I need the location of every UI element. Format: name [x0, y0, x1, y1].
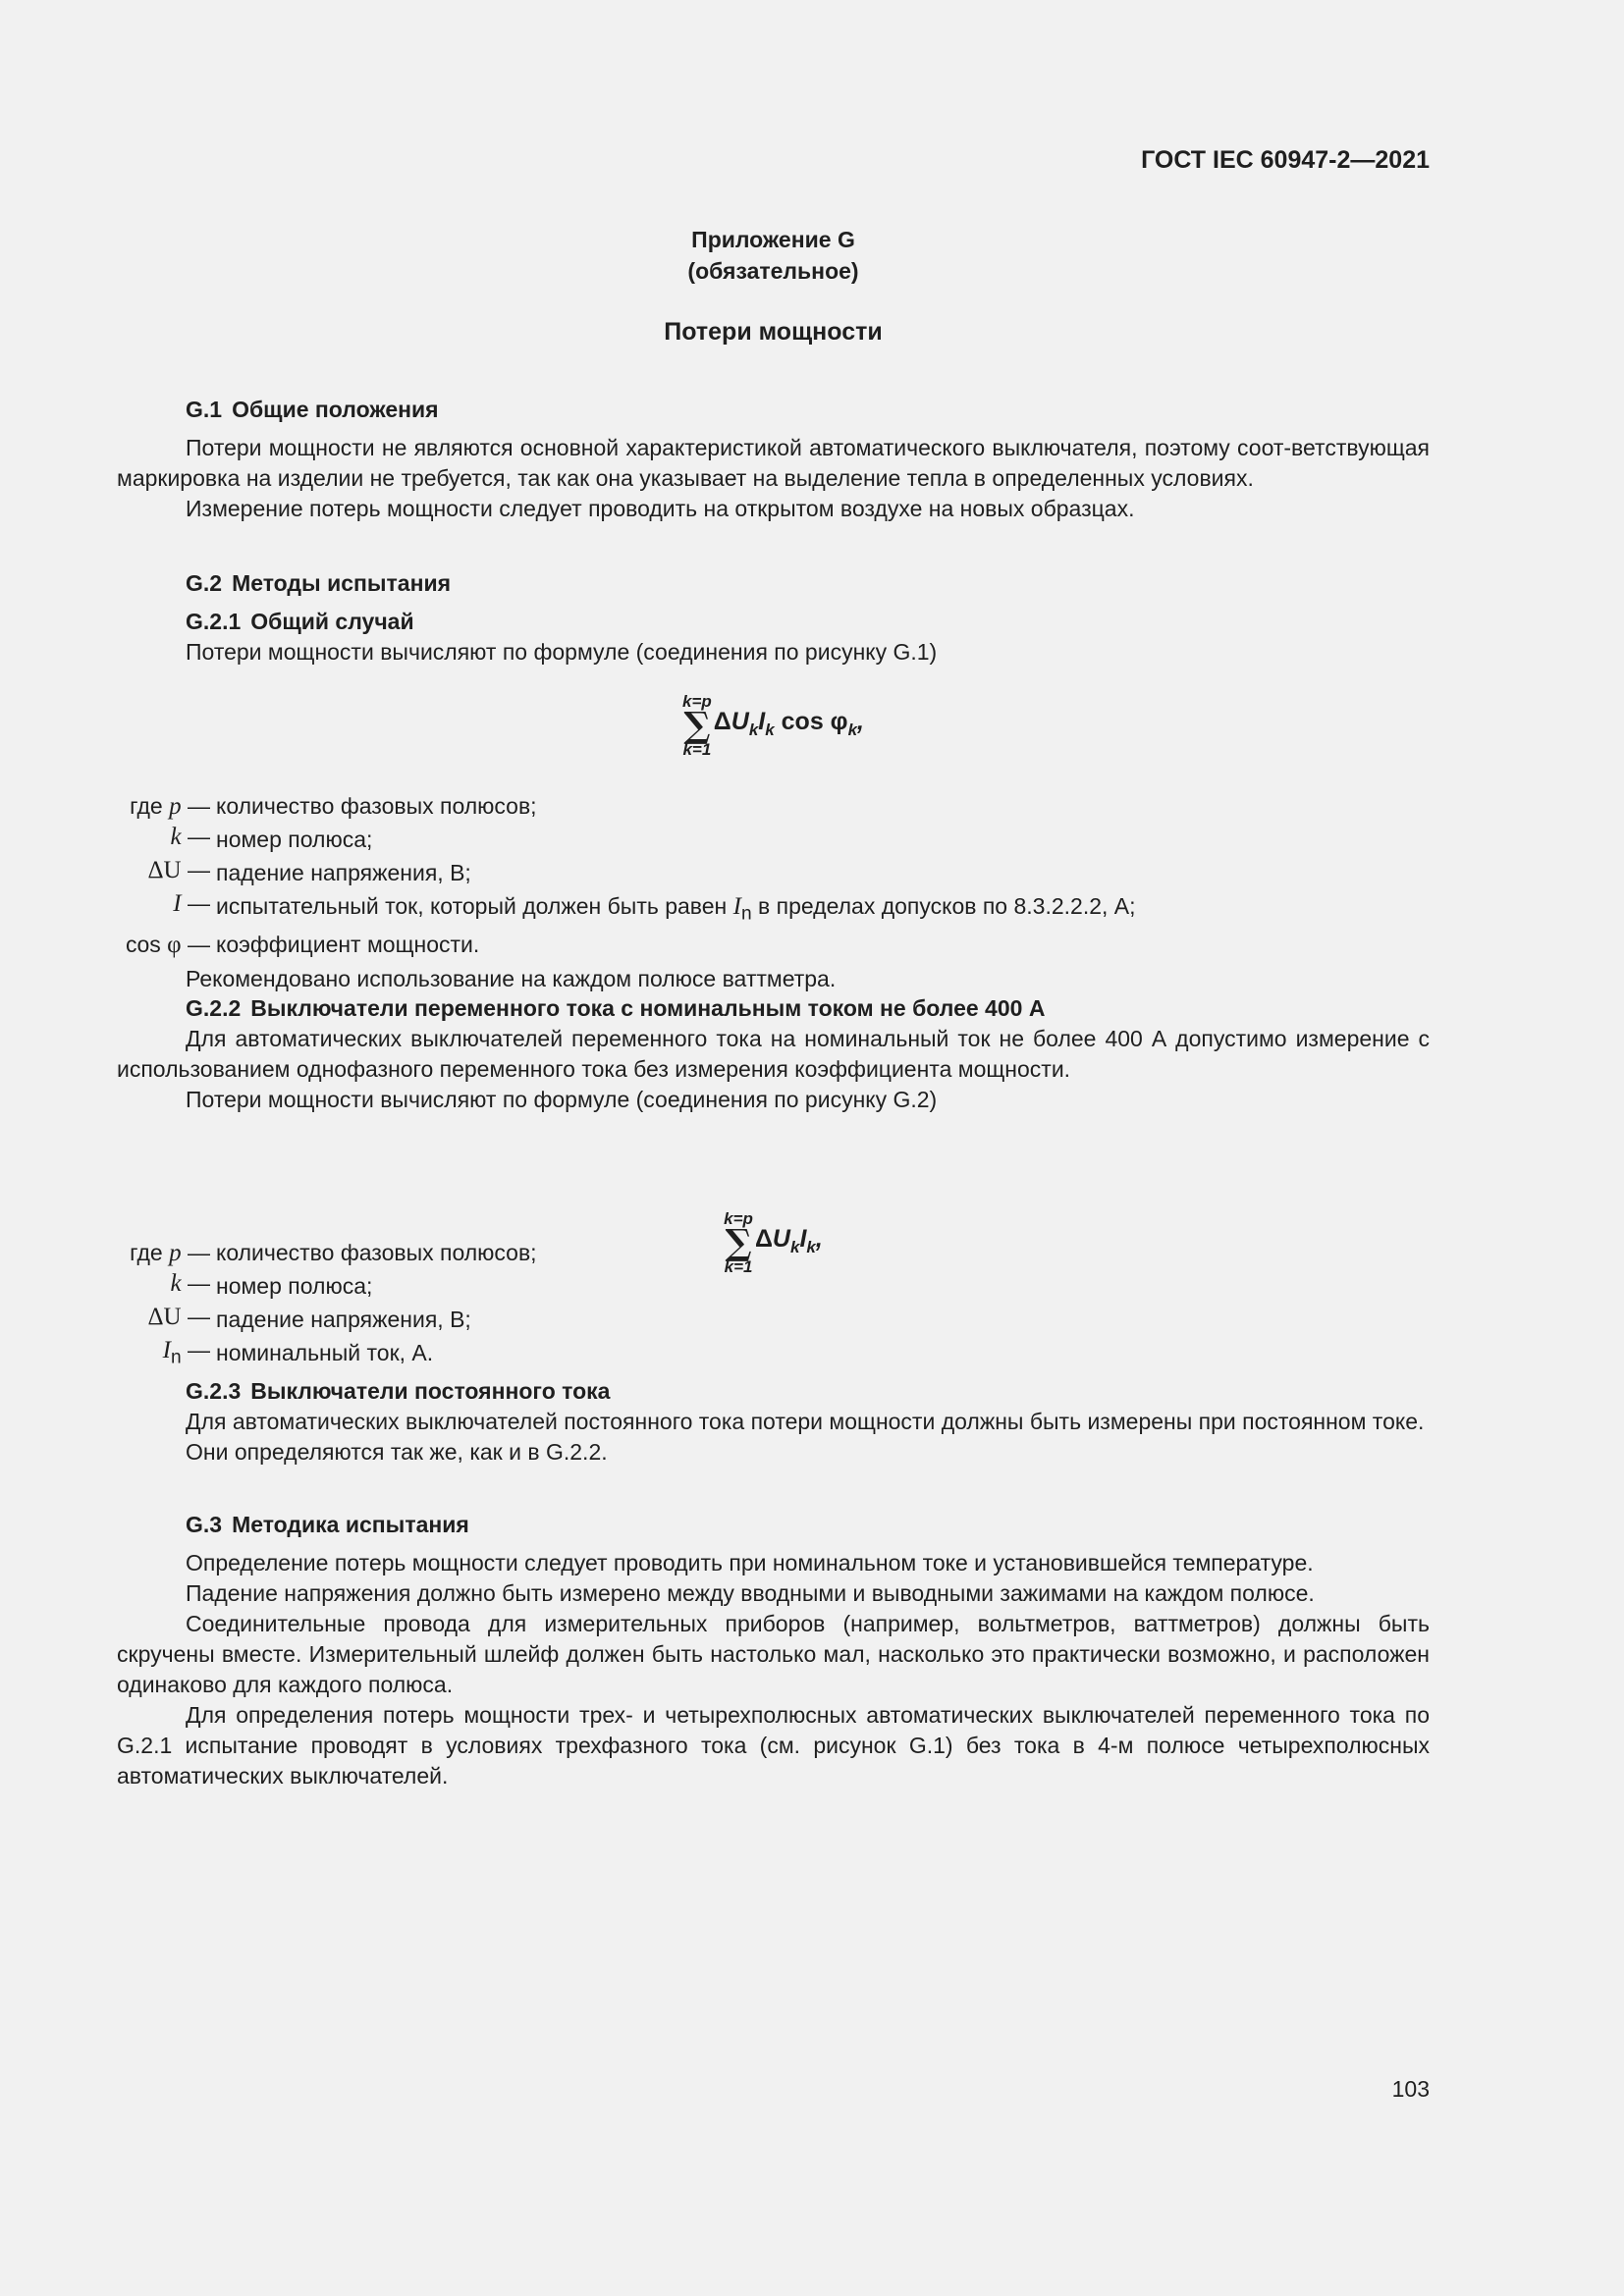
heading-text: Методика испытания: [232, 1512, 469, 1537]
document-code: ГОСТ IEC 60947-2—2021: [1141, 146, 1430, 174]
heading-g21: [117, 607, 1430, 637]
definition-symbol: $I_n$ —: [162, 1337, 210, 1368]
paragraph: Потери мощности не являются основной характеристикой автоматического выключателя, поэтому соот-ветствующая маркировка на изделии не требуется, так как она указывает на выделение тепла в определенных условиях.: [117, 435, 1430, 491]
page-number: 103: [1391, 2076, 1430, 2102]
annex-title: Приложение G: [691, 227, 855, 252]
paragraph: Падение напряжения должно быть измерено между вводными и выводными зажимами на каждом полюсе.: [186, 1580, 1315, 1606]
paragraph: Для автоматических выключателей переменного тока на номинальный ток не более 400 А допустимо измерение с использованием однофазного переменного тока без измерения коэффициента мощности.: [117, 1026, 1430, 1082]
recommendation: [117, 964, 1430, 994]
annex-status: (обязательное): [687, 258, 859, 284]
paragraph: Измерение потерь мощности следует проводить на открытом воздухе на новых образцах.: [186, 496, 1135, 521]
heading-text: Выключатели переменного тока с номинальным током не более 400 А: [250, 995, 1046, 1021]
paragraph: Потери мощности вычисляют по формуле (соединения по рисунку G.2): [186, 1087, 938, 1112]
definition-text: количество фазовых полюсов;: [216, 1240, 537, 1265]
definition-text: номинальный ток, А.: [216, 1340, 434, 1365]
definition-symbol: I —: [173, 890, 210, 917]
formula-g21: [117, 684, 1430, 757]
paragraph: Соединительные провода для измерительных приборов (например, вольтметров, ваттметров) должны быть скручены вместе. Измерительный шлейф должен быть настолько мал, насколько это практически возможно, и расположен одинаково для каждого полюса.: [117, 1611, 1430, 1697]
annex-heading: [117, 224, 1430, 287]
definition-symbol: ΔU —: [147, 857, 210, 883]
sum-upper-limit: k=p: [724, 1209, 753, 1228]
definition-text: номер полюса;: [216, 827, 373, 852]
definition-text: падение напряжения, В;: [216, 1307, 471, 1332]
paragraph: Потери мощности вычисляют по формуле (соединения по рисунку G.1): [186, 639, 938, 665]
heading-number: G.3: [186, 1512, 223, 1537]
section-g22: [117, 993, 1430, 1115]
section-g23: [117, 1376, 1430, 1468]
heading-g1: [117, 395, 1430, 425]
section-g1: [117, 395, 1430, 524]
paragraph: Они определяются так же, как и в G.2.2.: [186, 1439, 608, 1465]
document-page: [117, 0, 1430, 2102]
sum-lower-limit: k=1: [724, 1257, 753, 1276]
heading-text: Общие положения: [232, 397, 439, 422]
definition-text: падение напряжения, В;: [216, 860, 471, 885]
heading-g3: [117, 1510, 1430, 1540]
heading-g22: [117, 993, 1430, 1024]
definition-symbol: ΔU —: [147, 1304, 210, 1330]
definition-symbol: где p —: [130, 1240, 210, 1266]
sigma-symbol: ∑: [725, 1222, 752, 1263]
definition-text: испытательный ток, который должен быть равен $I_n$ в пределах допусков по 8.3.2.2.2, А;: [216, 893, 1136, 925]
heading-number: G.2: [186, 570, 223, 596]
heading-text: Методы испытания: [232, 570, 452, 596]
heading-number: G.1: [186, 397, 223, 422]
sum-upper-limit: k=p: [682, 692, 712, 711]
section-g2: [117, 568, 1430, 599]
definition-symbol: где p —: [130, 793, 210, 820]
sum-lower-limit: k=1: [682, 740, 712, 759]
paragraph: Для автоматических выключателей постоянного тока потери мощности должны быть измерены при постоянном токе.: [186, 1409, 1425, 1434]
section-title: Потери мощности: [664, 318, 883, 346]
heading-text: Выключатели постоянного тока: [250, 1378, 611, 1404]
paragraph: Рекомендовано использование на каждом полюсе ваттметра.: [186, 966, 837, 991]
heading-number: G.2.3: [186, 1378, 242, 1404]
definition-text: коэффициент мощности.: [216, 931, 480, 957]
heading-number: G.2.1: [186, 609, 242, 634]
heading-number: G.2.2: [186, 995, 242, 1021]
heading-g2: [117, 568, 1430, 599]
formula-expression: $\Delta U_kI_k$,: [754, 1224, 823, 1256]
heading-text: Общий случай: [250, 609, 414, 634]
summation: [682, 694, 712, 757]
sigma-symbol: ∑: [683, 705, 711, 746]
definition-symbol: cos φ —: [125, 931, 210, 958]
section-g3: [117, 1510, 1430, 1791]
definitions-g21: [117, 791, 1430, 960]
formula-expression: $\Delta U_kI_k$ $\cos \varphi_k$,: [713, 707, 864, 739]
definition-symbol: k —: [170, 1270, 210, 1297]
definition-text: номер полюса;: [216, 1273, 373, 1299]
section-g21: [117, 607, 1430, 667]
definition-symbol: k —: [170, 824, 210, 850]
definitions-g22: [117, 1238, 1430, 1373]
heading-g23: [117, 1376, 1430, 1407]
definition-text: количество фазовых полюсов;: [216, 793, 537, 819]
paragraph: Для определения потерь мощности трех- и четырехполюсных автоматических выключателей переменного тока по G.2.1 испытание проводят в условиях трехфазного тока (см. рисунок G.1) без тока в 4-м полюсе четырехполюсных автоматических выключателей.: [117, 1702, 1430, 1789]
paragraph: Определение потерь мощности следует проводить при номинальном токе и установившейся температуре.: [186, 1550, 1314, 1575]
